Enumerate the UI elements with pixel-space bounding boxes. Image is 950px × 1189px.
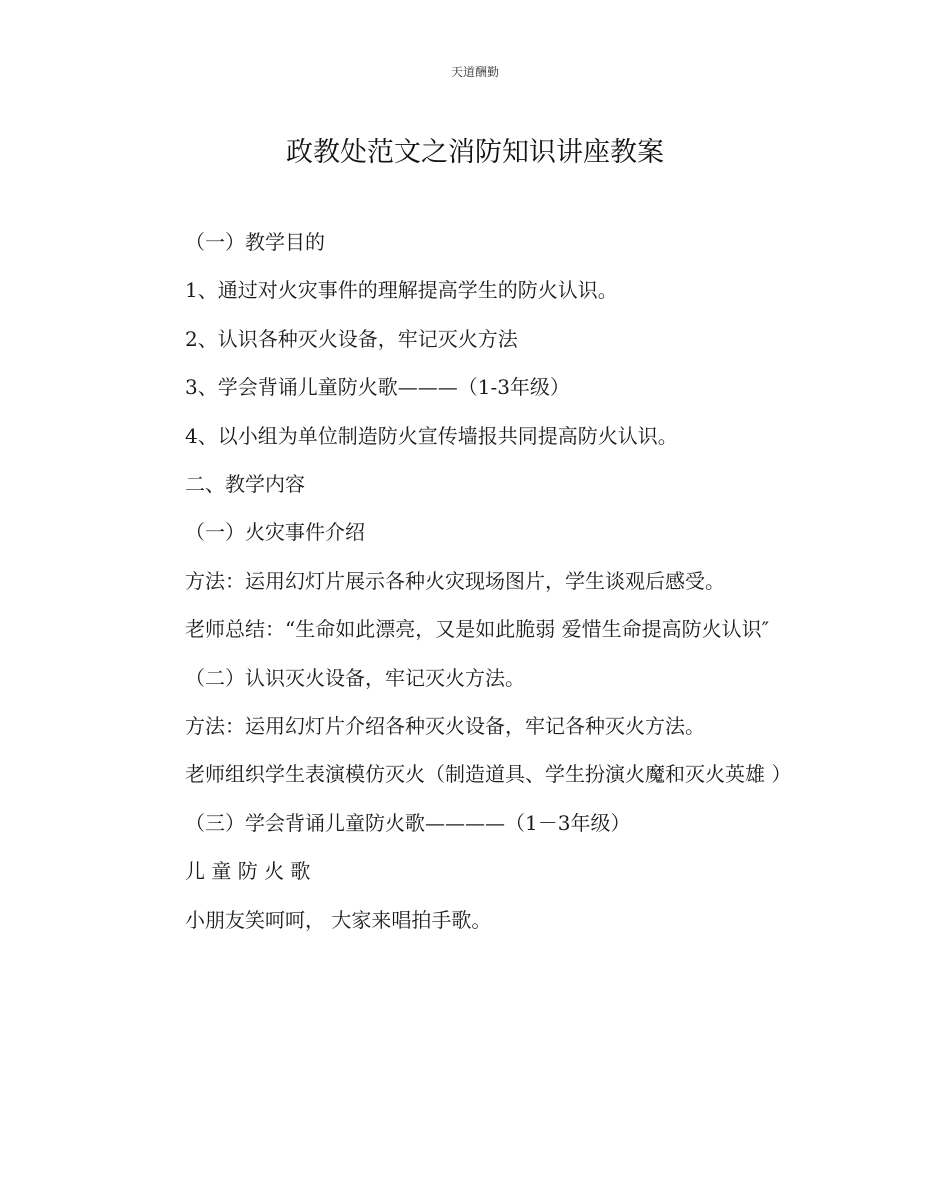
paragraph: 方法：运用幻灯片介绍各种灭火设备，牢记各种灭火方法。	[185, 714, 705, 739]
paragraph: 4、以小组为单位制造防火宣传墙报共同提高防火认识。	[185, 423, 678, 448]
page-header: 天道酬勤	[450, 65, 499, 79]
section-heading: （一）火灾事件介绍	[185, 520, 365, 545]
song-title: 儿 童 防 火 歌	[185, 859, 311, 884]
document-title: 政教处范文之消防知识讲座教案	[286, 137, 664, 168]
section-heading: 二、教学内容	[185, 472, 305, 497]
section-heading: （一）教学目的	[185, 230, 325, 254]
paragraph: 老师组织学生表演模仿灭火（制造道具、学生扮演火魔和灭火英雄 ）	[185, 762, 792, 787]
section-heading: （三）学会背诵儿童防火歌————（1－3年级）	[185, 810, 631, 835]
paragraph: 1、通过对火灾事件的理解提高学生的防火认识。	[185, 278, 618, 303]
paragraph: 方法：运用幻灯片展示各种火灾现场图片，学生谈观后感受。	[185, 568, 725, 593]
document-body	[143, 218, 803, 944]
section-heading: （二）认识灭火设备，牢记灭火方法。	[185, 665, 525, 690]
paragraph: 老师总结：“生命如此漂亮，又是如此脆弱 爱惜生命提高防火认识″	[185, 617, 770, 642]
paragraph: 3、学会背诵儿童防火歌———（1-3年级）	[185, 375, 570, 400]
paragraph: 2、认识各种灭火设备，牢记灭火方法	[185, 326, 518, 351]
song-line: 小朋友笑呵呵， 大家来唱拍手歌。	[185, 907, 492, 932]
